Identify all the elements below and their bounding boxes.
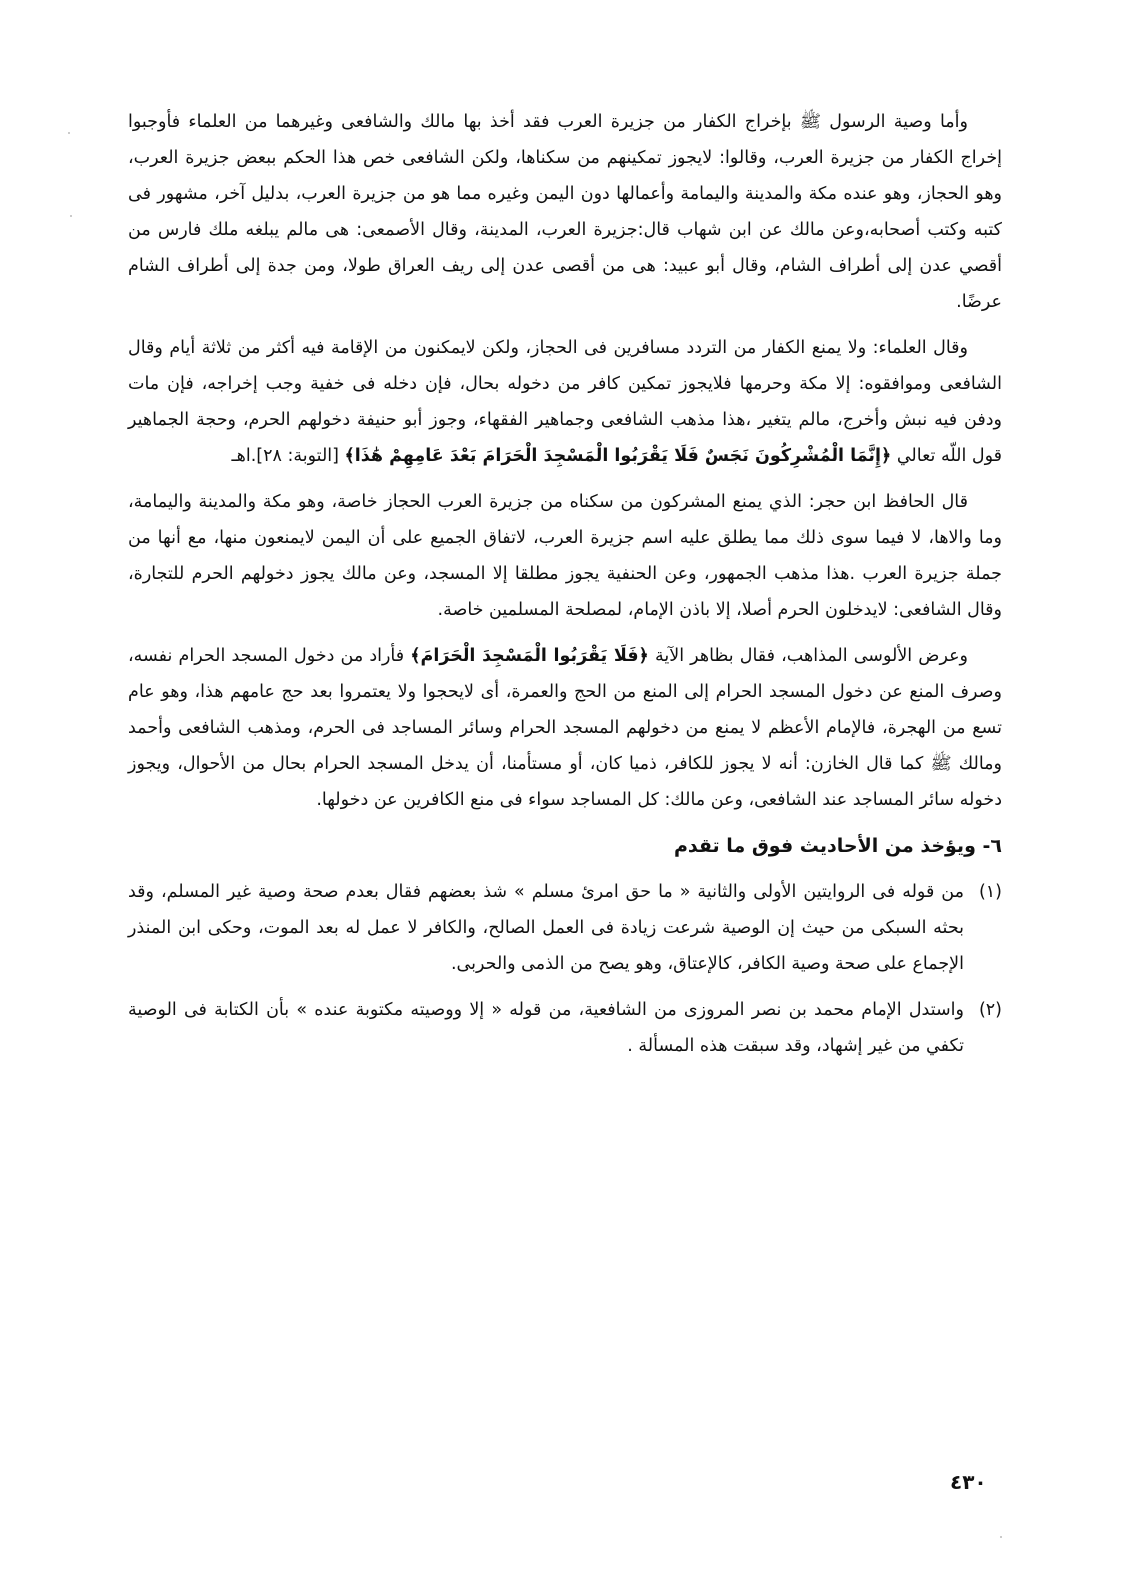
scan-speck <box>68 132 70 134</box>
paragraph-alusi <box>128 638 1002 818</box>
paragraph-ibn-hajar: قال الحافظ ابن حجر: الذي يمنع المشركون من سكناه من جزيرة العرب الحجاز خاصة، وهو مكة والمدينة واليمامة، وما والاها، لا فيما سوى ذلك مما يطلق عليه اسم جزيرة العرب، لاتفاق الجميع على أن اليمن لايمنعون منها، مع أنها من جملة جزيرة العرب .هذا مذهب الجمهور، وعن الحنفية يجوز مطلقا إلا المسجد، وعن مالك يجوز دخولهم الحرم للتجارة، وقال الشافعى: لايدخلون الحرم أصلا، إلا باذن الإمام، لمصلحة المسلمين خاصة. <box>128 492 1002 620</box>
page-number: ٤٣٠ <box>950 1470 987 1494</box>
list-item <box>128 992 1002 1064</box>
quran-verse: ﴿إِنَّمَا الْمُشْرِكُونَ نَجَسٌ فَلَا يَقْرَبُوا الْمَسْجِدَ الْحَرَامَ بَعْدَ عَامِهِمْ هَٰذَا﴾ <box>344 446 892 466</box>
list-item-text: واستدل الإمام محمد بن نصر المروزى من الشافعية، من قوله « إلا ووصيته مكتوبة عنده » بأن الكتابة فى الوصية تكفي من غير إشهاد، وقد سبقت هذه المسألة . <box>128 1000 964 1056</box>
quran-verse: ﴿فَلَا يَقْرَبُوا الْمَسْجِدَ الْحَرَامَ﴾ <box>410 646 649 666</box>
paragraph-text: وقال العلماء: ولا يمنع الكفار من التردد مسافرين فى الحجاز، ولكن لايمكنون من الإقامة فيه أكثر من ثلاثة أيام وقال الشافعى وموافقوه: إلا مكة وحرمها فلايجوز تمكين كافر من دخوله بحال، فإن دخله فى خفية وجب إخراجه، فإن مات ودفن فيه نبش وأخرج، مالم يتغير ،هذا مذهب الشافعى وجماهير الفقهاء، وجوز أبو حنيفة دخولهم الحرم، وحجة الجماهير قول اللّه تعالي <box>128 338 1002 466</box>
paragraph-arabian-peninsula: وأما وصية الرسول ﷺ بإخراج الكفار من جزيرة العرب فقد أخذ بها مالك والشافعى وغيرهما من العلماء فأوجبوا إخراج الكفار من جزيرة العرب، وقالوا: لايجوز تمكينهم من سكناها، ولكن الشافعى خص هذا الحكم ببعض جزيرة العرب، وهو الحجاز، وهو عنده مكة والمدينة واليمامة وأعمالها دون اليمن وغيره مما هو من جزيرة العرب، بدليل آخر، مشهور فى كتبه وكتب أصحابه،وعن مالك عن ابن شهاب قال:جزيرة العرب، المدينة، وقال الأصمعى: هى مالم يبلغه ملك فارس من أقصي عدن إلى أطراف الشام، وقال أبو عبيد: هى من أقصى عدن إلى ريف العراق طولا، ومن جدة إلى أطراف الشام عرضًا. <box>128 112 1002 312</box>
list-item <box>128 874 1002 982</box>
list-item-number: (٢) <box>978 1000 1002 1020</box>
scan-speck <box>1000 1536 1002 1538</box>
list-item-number: (١) <box>978 882 1002 902</box>
section-heading: ٦- ويؤخذ من الأحاديث فوق ما تقدم <box>673 835 1002 857</box>
paragraph-text: فأراد من دخول المسجد الحرام نفسه، وصرف المنع عن دخول المسجد الحرام إلى المنع من الحج والعمرة، أى لايحجوا ولا يعتمروا بعد حج عامهم هذا، وهو عام تسع من الهجرة، فالإمام الأعظم لا يمنع من دخولهم المسجد الحرام وسائر المساجد فى الحرم، ومذهب الشافعى وأحمد ومالك ﷺ كما قال الخازن: أنه لا يجوز للكافر، ذميا كان، أو مستأمنا، أن يدخل المسجد الحرام بحال من الأحوال، ويجوز دخوله سائر المساجد عند الشافعى، وعن مالك: كل المساجد سواء فى منع الكافرين عن دخولها. <box>128 646 1002 810</box>
page-body <box>128 104 1002 1074</box>
list-item-text: من قوله فى الروايتين الأولى والثانية « ما حق امرئ مسلم » شذ بعضهم فقال بعدم صحة وصية غير المسلم، وقد بحثه السبكى من حيث إن الوصية شرعت زيادة فى العمل الصالح، والكافر لا عمل له بعد الموت، وحكى ابن المنذر الإجماع على صحة وصية الكافر، كالإعتاق، وهو يصح من الذمى والحربى. <box>128 882 964 974</box>
verse-citation: [التوبة: ٢٨].اهـ <box>231 446 345 466</box>
paragraph-scholars-opinion <box>128 330 1002 474</box>
paragraph-text: وعرض الألوسى المذاهب، فقال بظاهر الآية <box>648 646 968 666</box>
scan-speck <box>70 215 72 217</box>
